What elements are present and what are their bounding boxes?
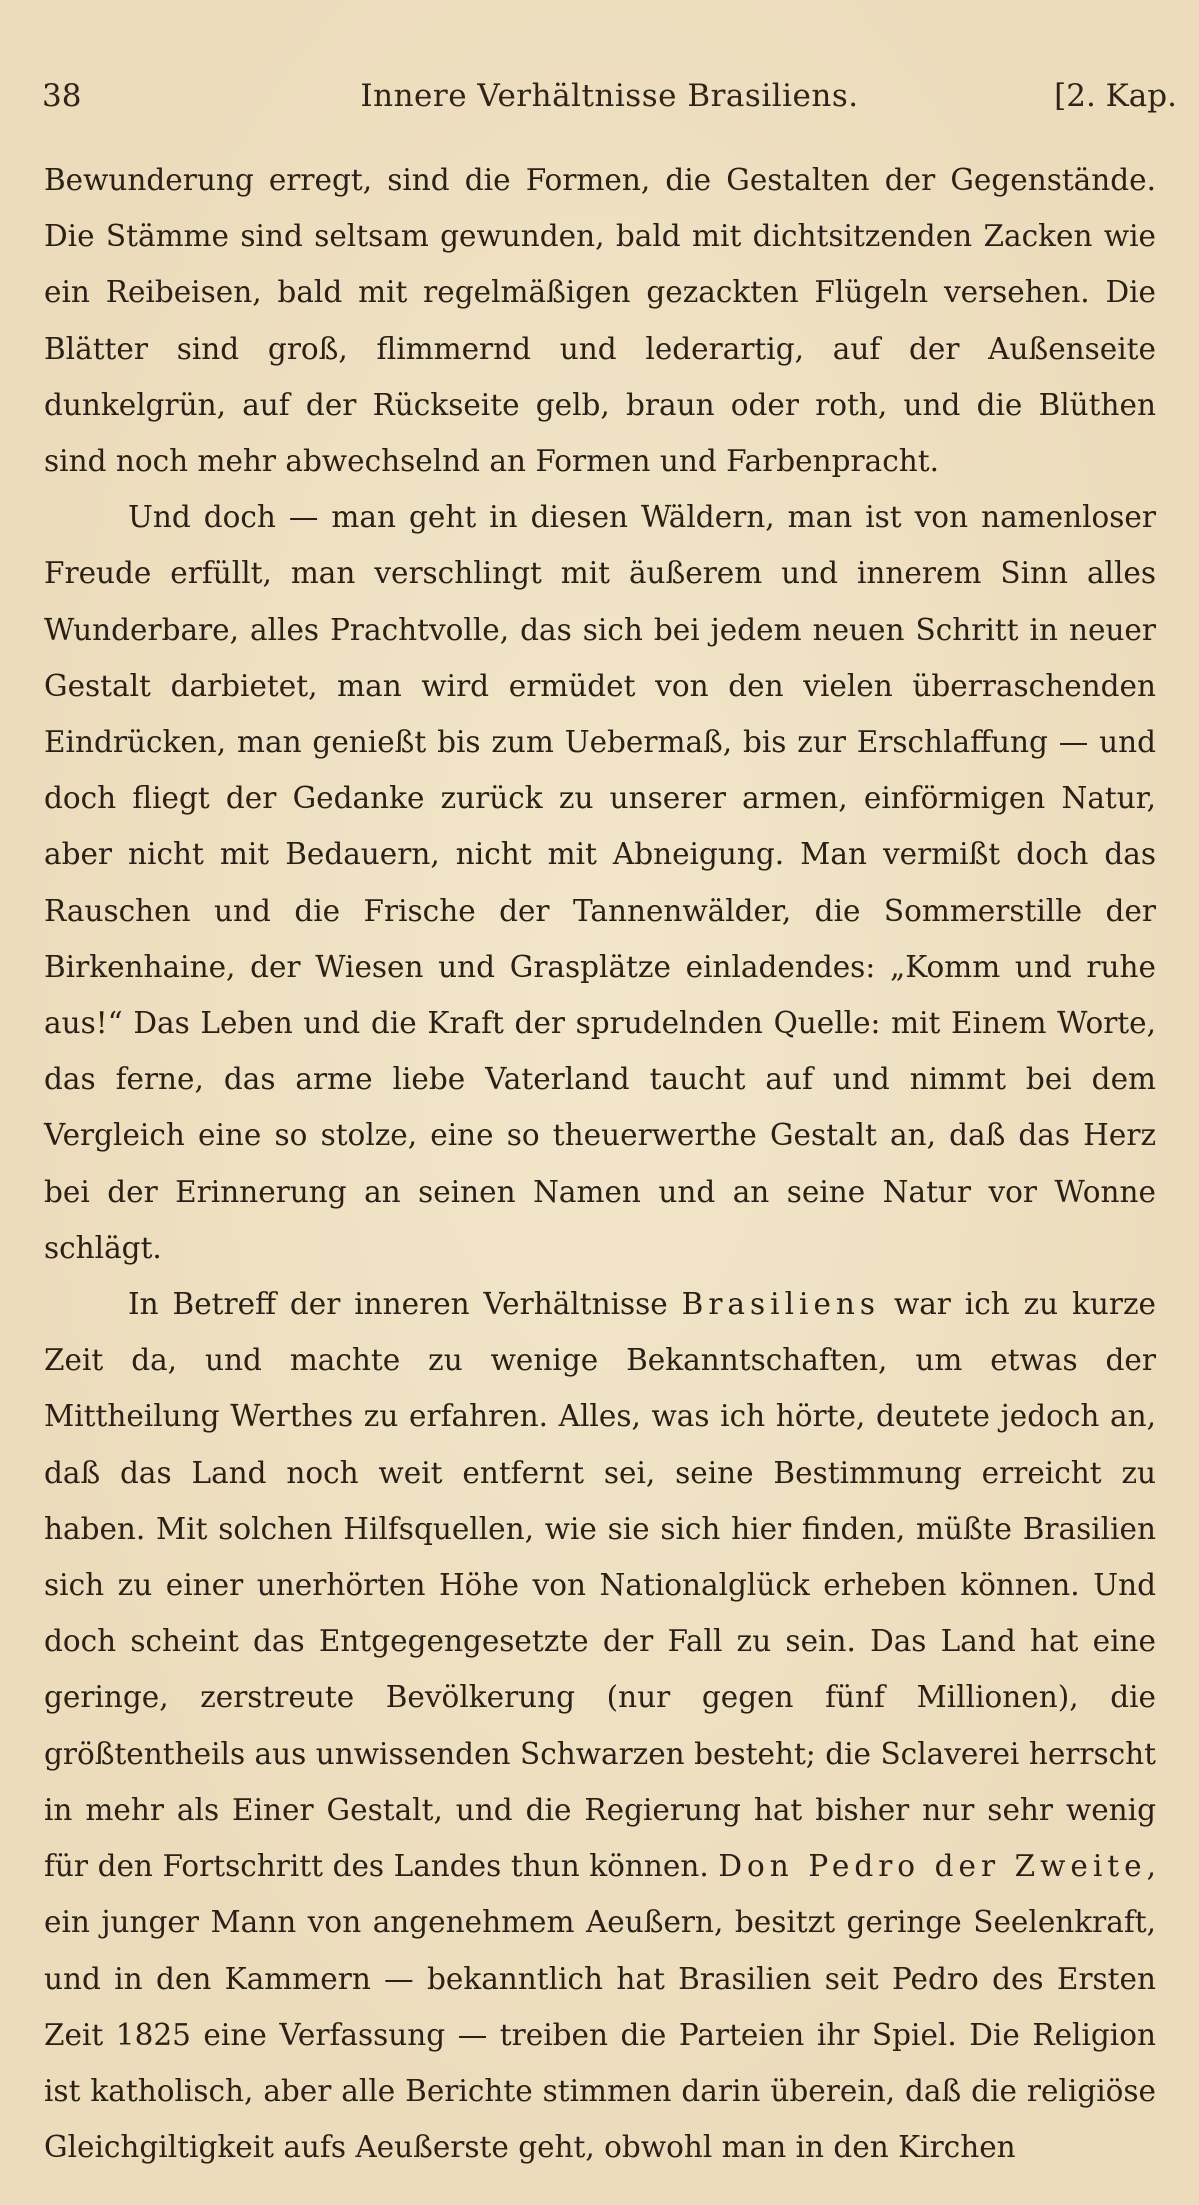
chapter-label: [2. Kap. <box>1054 78 1177 114</box>
spaced-word-brasiliens: Brasiliens <box>681 1287 881 1322</box>
spaced-name-don-pedro: Don Pedro der Zweite <box>718 1849 1147 1884</box>
page-header <box>42 78 1177 128</box>
paragraph-3 <box>44 1276 1156 2175</box>
paragraph-3-part-2: war ich zu kurze Zeit da, und machte zu wenige Bekanntschaften, um etwas der Mittheilung Werthes zu erfahren. Alles, was ich hörte, deutete jedoch an, daß das Land noch weit entfernt sei, seine Bestimmung erreicht zu haben. Mit solchen Hilfsquellen, wie sie sich hier finden, müßte Brasilien sich zu einer unerhörten Höhe von Nationalglück erheben können. Und doch scheint das Entgegengesetzte der Fall zu sein. Das Land hat eine geringe, zerstreute Bevölkerung (nur gegen fünf Millionen), die größtentheils aus unwissenden Schwarzen besteht; die Sclaverei herrscht in mehr als Einer Gestalt, und die Regierung hat bisher nur sehr wenig für den Fortschritt des Landes thun können. <box>44 1287 1156 1884</box>
paragraph-1: Bewunderung erregt, sind die Formen, die Gestalten der Gegenstände. Die Stämme sind seltsam gewunden, bald mit dichtsitzenden Zacken wie ein Reibeisen, bald mit regelmäßigen gezackten Flügeln versehen. Die Blätter sind groß, flimmernd und lederartig, auf der Außenseite dunkelgrün, auf der Rückseite gelb, braun oder roth, und die Blüthen sind noch mehr abwechselnd an Formen und Farbenpracht. <box>44 163 1156 479</box>
paragraph-3-part-1: In Betreff der inneren Verhältnisse <box>128 1287 682 1322</box>
running-title: Innere Verhältnisse Brasiliens. <box>360 78 859 114</box>
paragraph-2: Und doch — man geht in diesen Wäldern, man ist von namenloser Freude erfüllt, man verschlingt mit äußerem und innerem Sinn alles Wunderbare, alles Prachtvolle, das sich bei jedem neuen Schritt in neuer Gestalt darbietet, man wird ermüdet von den vielen überraschenden Eindrücken, man genießt bis zum Uebermaß, bis zur Erschlaffung — und doch fliegt der Gedanke zurück zu unserer armen, einförmigen Natur, aber nicht mit Bedauern, nicht mit Abneigung. Man vermißt doch das Rauschen und die Frische der Tannenwälder, die Sommerstille der Birkenhaine, der Wiesen und Grasplätze einladendes: „Komm und ruhe aus!“ Das Leben und die Kraft der sprudelnden Quelle: mit Einem Worte, das ferne, das arme liebe Vaterland taucht auf und nimmt bei dem Vergleich eine so stolze, eine so theuerwerthe Gestalt an, daß das Herz bei der Erinnerung an seinen Namen und an seine Natur vor Wonne schlägt. <box>44 500 1156 1265</box>
paragraph-3-part-3: , ein junger Mann von angenehmem Aeußern, besitzt geringe Seelenkraft, und in den Kammern — bekanntlich hat Brasilien seit Pedro des Ersten Zeit 1825 eine Verfassung — treiben die Parteien ihr Spiel. Die Religion ist katholisch, aber alle Berichte stimmen darin überein, daß die religiöse Gleichgiltigkeit aufs Aeußerste geht, obwohl man in den Kirchen <box>44 1849 1156 2165</box>
page-number: 38 <box>42 78 82 114</box>
body-text <box>44 152 1156 2175</box>
